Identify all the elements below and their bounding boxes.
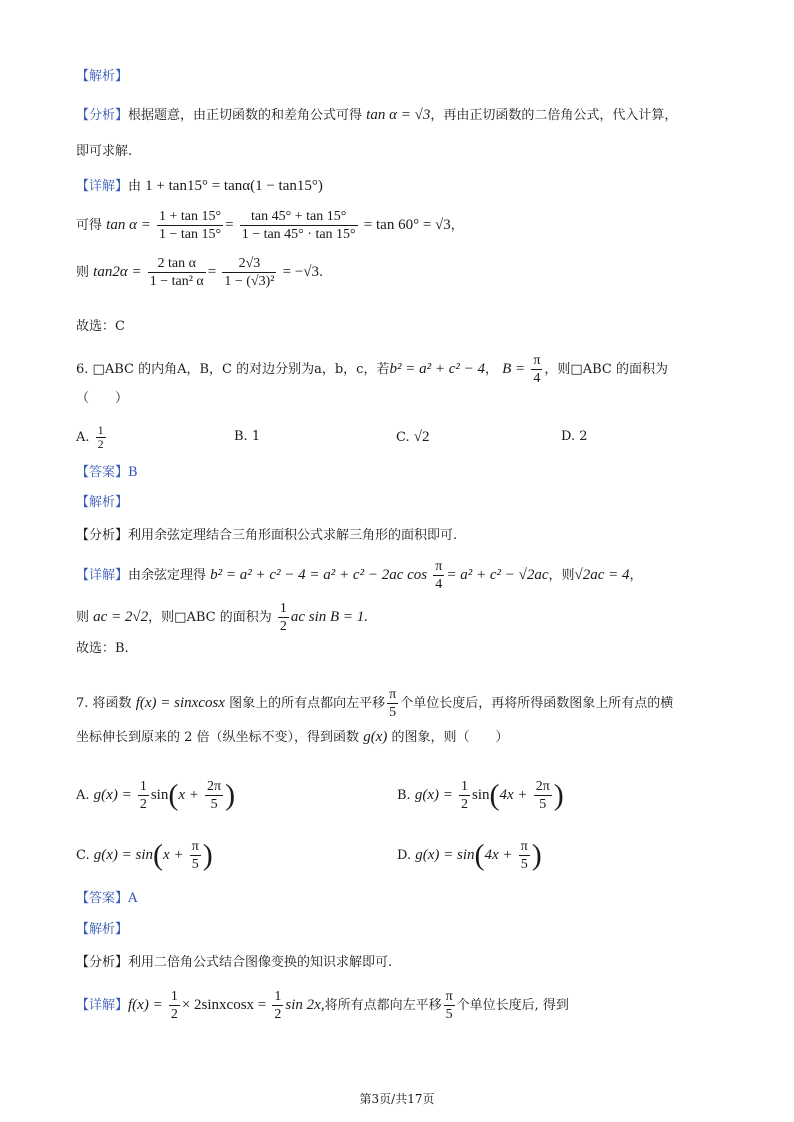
q7-stem-text-2: 图象上的所有点都向左平移	[229, 696, 386, 711]
q7-stem-fraction: $\frac{\pi}{5}$	[389, 687, 397, 720]
q6-fenxi: 【分析】利用余弦定理结合三角形面积公式求解三角形的面积即可.	[76, 528, 458, 543]
q5-xiangjie-tag: 【详解】	[76, 179, 129, 194]
q5-xiangjie-eq1: 1 + tan15° = tanα(1 − tan15°)	[145, 178, 323, 194]
q6-option-c	[396, 428, 430, 447]
q7-option-b-lhs: g(x) =	[414, 787, 453, 803]
q7-option-a-arg-fraction: $\frac{2\pi}{5}$	[207, 779, 222, 812]
q5-fenxi-text-2: ，再由正切函数的二倍角公式，代入计算，	[430, 108, 678, 123]
q6-xj-eq-a: b² = a² + c² − 4 = a² + c² − 2ac cos	[210, 567, 428, 583]
q6-stem-line-1	[76, 352, 668, 387]
q7-stem-f: f(x) = sinxcosx	[135, 695, 225, 711]
q7-option-b-arg-fraction: $\frac{2\pi}{5}$	[535, 779, 550, 812]
q6-option-c-value: √2	[413, 429, 430, 445]
q7-xj-end: 个单位长度后, 得到	[456, 998, 569, 1013]
q7-option-c: C. g(x) = sin(x + $\frac{\pi}{5}$ )	[76, 838, 213, 872]
q7-option-a-label: A.	[76, 788, 90, 803]
q6-daan: 【答案】B	[76, 465, 138, 480]
q5-xiangjie-text: 由	[128, 179, 142, 194]
q7-fenxi: 【分析】利用二倍角公式结合图像变换的知识求解即可.	[76, 955, 393, 970]
q5-step2-pre: 可得	[76, 218, 103, 233]
q5-fenxi-text-1: 根据题意，由正切函数的和差角公式可得	[128, 108, 363, 123]
q7-stem-text-1: 7. 将函数	[76, 696, 132, 711]
q5-step3-pre: 则	[76, 265, 90, 280]
q6-paren: （ ）	[76, 391, 129, 406]
q7-option-b-fn: sin	[472, 787, 490, 803]
q6-xj-eq-c: √2ac = 4	[574, 567, 630, 583]
q7-option-b: B. g(x) = $\frac{1}{2}$ sin(4x + $\frac{2\pi}{5}$ )	[397, 778, 564, 812]
q6-option-d: D. 2	[561, 429, 588, 444]
q6-answer-line	[76, 464, 138, 482]
q7-option-b-coef: $\frac{1}{2}$	[461, 779, 468, 812]
q7-option-d-lhs: g(x) = sin	[415, 847, 475, 863]
q5-step2-fraction-1: $\frac{1 + \tan 15^\circ}{1 - \tan 15^\circ}$	[158, 209, 222, 242]
q7-xj-fraction-1: $\frac{1}{2}$	[170, 989, 178, 1022]
q7-daan: 【答案】A	[76, 891, 138, 906]
q6-l2-eq: ac = 2√2	[93, 609, 149, 625]
q7-xj-tag: 【详解】	[76, 998, 129, 1013]
q5-detail-line-2: 可得 tan α = $\frac{1 + \tan 15^\circ}{1 - \tan 15^\circ}$ = $\frac{\tan 45^\circ + \tan 15^\circ}{1 - \tan 45^\circ \cdot \tan 15^\circ}$ = tan 60° = √3，	[76, 209, 464, 242]
q6-l2-pre: 则	[76, 610, 90, 625]
q5-step2-fraction-2: $\frac{\tan 45^\circ + \tan 15^\circ}{1 - \tan 45^\circ \cdot \tan 15^\circ}$	[241, 209, 356, 242]
q7-jiexi: 【解析】	[76, 922, 129, 937]
q7-option-a: A. g(x) = $\frac{1}{2}$ sin(x + $\frac{2\pi}{5}$ )	[76, 778, 236, 812]
q5-fenxi-text-3: 即可求解.	[76, 144, 133, 159]
q6-option-a-label: A.	[76, 430, 90, 445]
q7-option-a-lhs: g(x) =	[93, 787, 132, 803]
q6-jiexi: 【解析】	[76, 495, 129, 510]
q7-option-d: D. g(x) = sin(4x + $\frac{\pi}{5}$ )	[397, 838, 542, 872]
q5-step2-lhs: tan α =	[106, 217, 151, 233]
q7-option-b-label: B.	[397, 788, 411, 803]
q7-stem-line-2	[76, 728, 509, 747]
q7-option-c-arg: x +	[163, 847, 184, 863]
q7-option-d-arg: 4x +	[484, 847, 513, 863]
q6-option-a	[76, 424, 108, 451]
q7-xj-mid: × 2sinxcosx =	[181, 997, 267, 1013]
q6-xj-eq-fraction: $\frac{\pi}{4}$	[435, 559, 443, 592]
q6-stem-sep: ，	[484, 362, 498, 377]
q6-xj-text-1: 由余弦定理得	[128, 568, 207, 583]
q6-xj-tag: 【详解】	[76, 568, 129, 583]
q5-analysis	[76, 106, 677, 125]
q5-detail-line-3: 则 tan2α = $\frac{\text{2 tan α}}{\text{1 − tan² α}}$ = $\frac{2√3}{\text{1 − (√3)²}}$ = −√3.	[76, 256, 324, 289]
q6-l2-tail: ac sin B = 1.	[290, 609, 369, 625]
q7-option-c-arg-fraction: $\frac{\pi}{5}$	[191, 839, 199, 872]
q5-fenxi-math: tan α = √3	[366, 107, 431, 123]
q6-xj-text-3: ，	[629, 568, 643, 583]
q7-option-d-arg-fraction: $\frac{\pi}{5}$	[520, 839, 528, 872]
q6-l2-mid: ，则□ABC 的面积为	[148, 610, 272, 625]
q6-l2-fraction: $\frac{1}{2}$	[279, 601, 287, 634]
q6-xj-eq-b: = a² + c² − √2ac	[446, 567, 549, 583]
q7-xj-fraction-2: $\frac{1}{2}$	[274, 989, 282, 1022]
q6-stem-B-fraction: $\frac{\pi}{4}$	[533, 353, 541, 386]
page-footer: 第3页/共17页	[359, 1092, 435, 1106]
q7-xj-text: 将所有点都向左平移	[324, 998, 442, 1013]
q6-option-b: B. 1	[234, 429, 261, 444]
q7-stem-g: g(x)	[363, 729, 388, 745]
q7-option-b-arg: 4x +	[499, 787, 528, 803]
q7-stem-text-3: 个单位长度后，再将所得函数图象上所有点的横	[400, 696, 674, 711]
q6-stem-condition: b² = a² + c² − 4	[389, 361, 485, 377]
q5-step3-fraction-1: $\frac{\text{2 tan α}}{\text{1 − tan² α}}$	[149, 256, 204, 289]
q7-xj-tail: sin 2x,	[285, 997, 325, 1013]
q7-option-c-label: C.	[76, 848, 90, 863]
q6-final-answer: 故选：B.	[76, 641, 129, 656]
q5-detail-line-1	[76, 177, 323, 196]
q7-stem-line-1	[76, 686, 673, 721]
q7-option-a-fn: sin	[150, 787, 169, 803]
q7-answer-line	[76, 890, 137, 908]
q5-step3-lhs: tan2α =	[93, 264, 142, 280]
q6-detail-line-2	[76, 600, 368, 635]
q5-step3-rhs: = −√3	[282, 264, 320, 280]
q6-option-c-label: C.	[396, 430, 410, 445]
q5-fenxi-tag: 【分析】	[76, 108, 129, 123]
q7-xj-fraction-3: $\frac{\pi}{5}$	[445, 989, 453, 1022]
q5-step3-fraction-2: $\frac{2√3}{\text{1 − (√3)²}}$	[224, 256, 275, 289]
q7-option-a-arg: x +	[178, 787, 199, 803]
q6-detail-line-1	[76, 558, 643, 593]
q5-step2-rhs: = tan 60° = √3	[363, 217, 451, 233]
q7-option-c-lhs: g(x) = sin	[93, 847, 154, 863]
q7-stem-text-4: 坐标伸长到原来的 2 倍（纵坐标不变），得到函数	[76, 730, 360, 745]
q5-jiexi-tag: 【解析】	[76, 69, 129, 84]
q6-option-a-fraction: $\frac{1}{2}$	[97, 423, 104, 451]
q5-answer: 故选：C	[76, 319, 125, 334]
q6-xj-text-2: ，则	[548, 568, 575, 583]
q7-option-d-label: D.	[397, 848, 412, 863]
q7-stem-text-5: 的图象，则（ ）	[391, 730, 509, 745]
q6-stem-B: B =	[502, 361, 526, 377]
q7-option-a-coef: $\frac{1}{2}$	[139, 779, 147, 812]
q7-xj-f: f(x) =	[128, 997, 163, 1013]
q6-stem-text-1: 6. □ABC 的内角A，B，C 的对边分别为a，b，c，若	[76, 362, 390, 377]
q6-stem-text-3: ，则□ABC 的面积为	[544, 362, 668, 377]
q7-detail-line-1	[76, 988, 569, 1023]
